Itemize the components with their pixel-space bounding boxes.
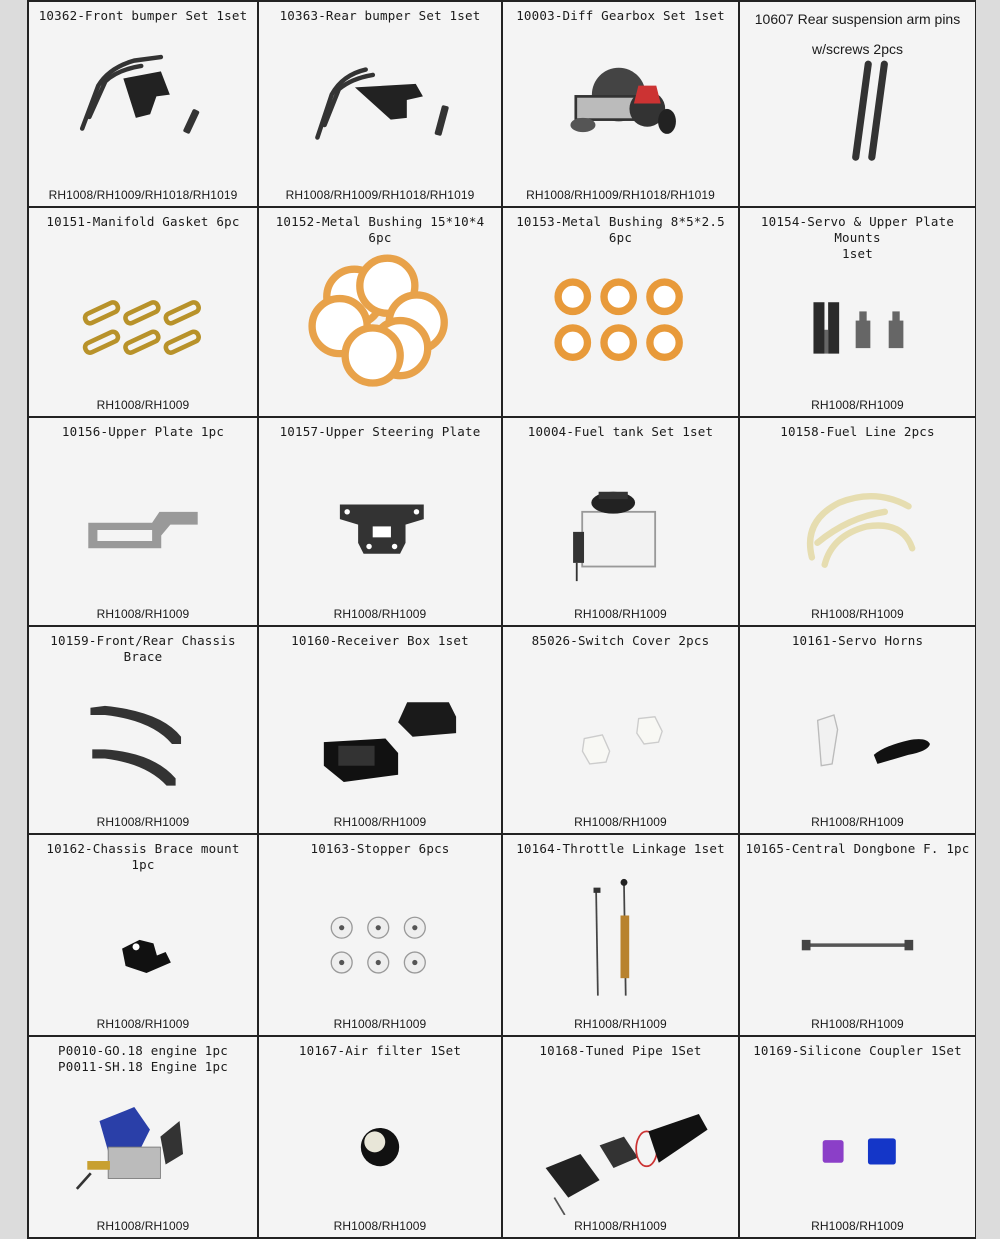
part-title: 10167-Air filter 1Set	[298, 1043, 462, 1058]
part-cell	[740, 208, 975, 416]
part-cell	[259, 418, 501, 625]
servo-mounts-icon	[740, 238, 975, 394]
part-cell	[503, 835, 738, 1035]
part-title: P0010-GO.18 engine 1pc P0011-SH.18 Engine 1pc	[58, 1043, 228, 1074]
dogbone-icon	[740, 865, 975, 1013]
part-title: 10157-Upper Steering Plate	[279, 424, 481, 439]
part-cell	[29, 627, 257, 833]
compatible-models: RH1008/RH1009/RH1018/RH1019	[285, 188, 475, 202]
part-cell	[29, 418, 257, 625]
part-cell	[259, 835, 501, 1035]
part-cell	[503, 208, 738, 416]
compatible-models: RH1008/RH1009	[333, 815, 427, 829]
upper-plate-icon	[29, 448, 257, 603]
part-title: 10162-Chassis Brace mount 1pc	[46, 841, 240, 872]
fuel-line-icon	[740, 448, 975, 603]
part-cell	[740, 1037, 975, 1237]
part-title: 10152-Metal Bushing 15*10*4 6pc	[275, 214, 485, 245]
compatible-models: RH1008/RH1009	[574, 1219, 667, 1233]
part-cell	[740, 627, 975, 833]
part-title: 10159-Front/Rear Chassis Brace	[50, 633, 236, 664]
compatible-models: RH1008/RH1009	[96, 1219, 190, 1233]
part-cell	[503, 1037, 738, 1237]
gasket-icon	[29, 238, 257, 394]
part-title: 10607 Rear suspension arm pins w/screws 2pcs	[754, 11, 961, 57]
part-title: 10363-Rear bumper Set 1set	[279, 8, 481, 23]
part-title: 10164-Throttle Linkage 1set	[516, 841, 725, 856]
compatible-models: RH1008/RH1009/RH1018/RH1019	[48, 188, 238, 202]
compatible-models: RH1008/RH1009	[811, 607, 904, 621]
tuned-pipe-icon	[503, 1067, 738, 1215]
part-title: 10168-Tuned Pipe 1Set	[539, 1043, 702, 1058]
part-title: 10151-Manifold Gasket 6pc	[46, 214, 240, 229]
compatible-models: RH1008/RH1009	[96, 398, 190, 412]
bushing-large-icon	[259, 238, 501, 394]
part-cell	[740, 418, 975, 625]
stopper-icon	[259, 865, 501, 1013]
part-title: 10004-Fuel tank Set 1set	[527, 424, 714, 439]
bushing-small-icon	[503, 238, 738, 394]
steering-plate-icon	[259, 448, 501, 603]
compatible-models: RH1008/RH1009	[333, 607, 427, 621]
silicone-coupler-icon	[740, 1067, 975, 1215]
part-title: 10003-Diff Gearbox Set 1set	[516, 8, 725, 23]
compatible-models: RH1008/RH1009	[96, 815, 190, 829]
compatible-models: RH1008/RH1009	[574, 815, 667, 829]
parts-grid	[27, 0, 976, 1239]
engine-icon	[29, 1067, 257, 1215]
rear-bumper-icon	[259, 32, 501, 184]
part-cell	[503, 2, 738, 206]
part-cell	[29, 835, 257, 1035]
part-cell	[259, 627, 501, 833]
part-title: 10153-Metal Bushing 8*5*2.5 6pc	[516, 214, 725, 245]
part-title: 10156-Upper Plate 1pc	[61, 424, 225, 439]
part-cell	[740, 2, 975, 206]
part-title: 10165-Central Dongbone F. 1pc	[745, 841, 970, 856]
receiver-box-icon	[259, 657, 501, 811]
compatible-models: RH1008/RH1009	[96, 607, 190, 621]
brace-mount-icon	[29, 865, 257, 1013]
compatible-models: RH1008/RH1009	[333, 1017, 427, 1031]
part-title: 10160-Receiver Box 1set	[291, 633, 469, 648]
compatible-models: RH1008/RH1009	[811, 1017, 904, 1031]
compatible-models: RH1008/RH1009	[811, 1219, 904, 1233]
part-title: 85026-Switch Cover 2pcs	[531, 633, 710, 648]
part-cell	[29, 1037, 257, 1237]
compatible-models: RH1008/RH1009	[574, 607, 667, 621]
switch-cover-icon	[503, 657, 738, 811]
chassis-brace-icon	[29, 657, 257, 811]
fuel-tank-icon	[503, 448, 738, 603]
servo-horns-icon	[740, 657, 975, 811]
throttle-linkage-icon	[503, 865, 738, 1013]
part-cell	[29, 208, 257, 416]
part-title: 10161-Servo Horns	[791, 633, 924, 648]
part-cell	[29, 2, 257, 206]
part-cell	[259, 208, 501, 416]
part-cell	[503, 418, 738, 625]
part-cell	[503, 627, 738, 833]
compatible-models: RH1008/RH1009	[811, 398, 904, 412]
compatible-models: RH1008/RH1009	[96, 1017, 190, 1031]
arm-pins-icon	[740, 32, 975, 184]
compatible-models: RH1008/RH1009	[574, 1017, 667, 1031]
part-title: 10158-Fuel Line 2pcs	[780, 424, 935, 439]
part-title: 10169-Silicone Coupler 1Set	[753, 1043, 962, 1058]
part-title: 10154-Servo & Upper Plate Mounts 1set	[760, 214, 955, 261]
part-title: 10163-Stopper 6pcs	[310, 841, 450, 856]
compatible-models: RH1008/RH1009/RH1018/RH1019	[526, 188, 715, 202]
air-filter-icon	[259, 1067, 501, 1215]
part-cell	[740, 835, 975, 1035]
part-title: 10362-Front bumper Set 1set	[38, 8, 248, 23]
part-cell	[259, 1037, 501, 1237]
part-cell	[259, 2, 501, 206]
diff-gearbox-icon	[503, 32, 738, 184]
front-bumper-icon	[29, 32, 257, 184]
compatible-models: RH1008/RH1009	[811, 815, 904, 829]
compatible-models: RH1008/RH1009	[333, 1219, 427, 1233]
